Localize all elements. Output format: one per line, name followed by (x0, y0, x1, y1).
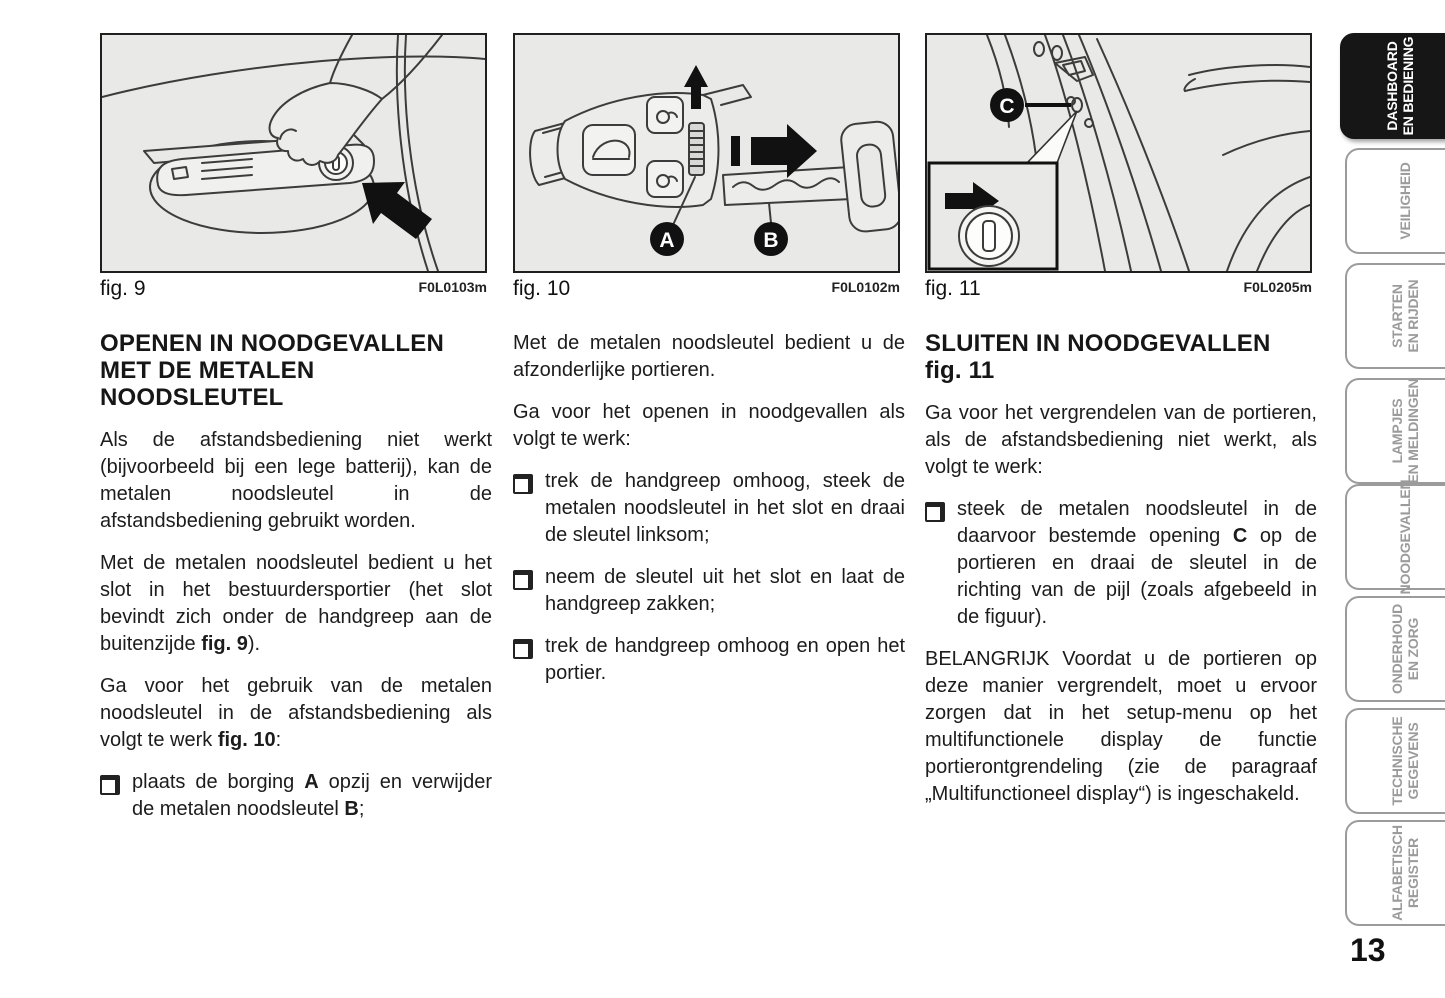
figure-code: F0L0103m (418, 279, 487, 295)
svg-text:A: A (659, 229, 675, 252)
sidebar-tab-lampjes-en-meldingen[interactable]: LAMPJES EN MELDINGEN (1345, 378, 1445, 484)
sidebar-tab-starten-en-rijden[interactable]: STARTEN EN RIJDEN (1345, 263, 1445, 369)
figure-11-caption (925, 277, 1312, 301)
figure-11-box (925, 33, 1312, 273)
paragraph: Ga voor het openen in noodgevallen als volgt te werk: (513, 401, 905, 450)
figure-caption: fig. 9 (100, 277, 146, 300)
door-handle-illustration (102, 35, 485, 271)
sidebar-tab-noodgevallen[interactable]: NOODGEVALLEN (1345, 484, 1445, 590)
paragraph: Als de afstandsbediening niet werkt (bijvoorbeeld bij een lege batterij), kan de metalen noodsleutel in de afstandsbediening gebruikt worden. (100, 429, 492, 532)
paragraph: Ga voor het vergrendelen van de portieren, als de afstandsbediening niet werkt, als volgt te werk: (925, 402, 1317, 478)
door-lock-illustration (927, 35, 1310, 271)
sidebar-tab-technische-gegevens[interactable]: TECHNISCHE GEGEVENS (1345, 708, 1445, 814)
paragraph: Ga voor het gebruik van de metalen noodsleutel in de afstandsbediening als volgt te werk fig. 10: (100, 675, 492, 751)
checkbox-bullet-icon (513, 639, 533, 659)
figure-10-box (513, 33, 900, 273)
list-item: trek de handgreep omhoog en open het portier. (513, 633, 905, 687)
list-item: neem de sleutel uit het slot en laat de handgreep zakken; (513, 564, 905, 618)
sidebar-tab-onderhoud-en-zorg[interactable]: ONDERHOUD EN ZORG (1345, 596, 1445, 702)
checkbox-bullet-icon (925, 502, 945, 522)
section-heading-openen: OPENEN IN NOODGEVALLEN MET DE METALEN NOODSLEUTEL (100, 330, 444, 411)
svg-text:C: C (999, 95, 1015, 118)
figure-code: F0L0102m (831, 279, 900, 295)
figure-code: F0L0205m (1243, 279, 1312, 295)
checkbox-bullet-icon (513, 474, 533, 494)
column-1 (100, 330, 492, 838)
svg-text:B: B (763, 229, 779, 252)
sidebar-tab-veiligheid[interactable]: VEILIGHEID (1345, 148, 1445, 254)
checkbox-bullet-icon (100, 775, 120, 795)
column-2 (513, 330, 905, 702)
key-fob-illustration (515, 35, 898, 271)
section-heading-sluiten: SLUITEN IN NOODGEVALLEN fig. 11 (925, 330, 1271, 384)
paragraph: Met de metalen noodsleutel bedient u de afzonderlijke portieren. (513, 332, 905, 381)
list-item: trek de handgreep omhoog, steek de metalen noodsleutel in het slot en draai de sleutel linksom; (513, 468, 905, 549)
figure-caption: fig. 10 (513, 277, 571, 300)
label-b-badge (754, 222, 788, 256)
paragraph: Met de metalen noodsleutel bedient u het slot in het bestuurdersportier (het slot bevindt zich onder de handgreep aan de buitenzijde fig. 9). (100, 552, 492, 655)
paragraph-belangrijk: BELANGRIJK Voordat u de portieren op deze manier vergrendelt, moet u ervoor zorgen dat in het setup-menu op het multifunctionele display de functie portierontgrendeling (zie de paragraaf „Multifunctioneel display“) is ingeschakeld. (925, 648, 1317, 805)
checkbox-bullet-icon (513, 570, 533, 590)
arrow-bar (731, 136, 740, 166)
page-number: 13 (1350, 932, 1386, 968)
label-a-badge (650, 222, 684, 256)
figure-caption: fig. 11 (925, 277, 981, 300)
figure-9-box (100, 33, 487, 273)
sidebar-tab-alfabetisch-register[interactable]: ALFABETISCH REGISTER (1345, 820, 1445, 926)
sidebar-tab-dashboard-en-bediening[interactable]: DASHBOARD EN BEDIENING (1340, 33, 1445, 139)
figure-9-caption (100, 277, 487, 301)
column-3 (925, 330, 1317, 823)
list-item: steek de metalen noodsleutel in de daarvoor bestemde opening C op de portieren en draai de sleutel in de richting van de pijl (zoals afgebeeld in de figuur). (925, 496, 1317, 631)
list-item: plaats de borging A opzij en verwijder de metalen noodsleutel B; (100, 769, 492, 823)
callout-wedge (1027, 111, 1077, 163)
inset-lock-box (929, 163, 1057, 269)
label-c-badge (990, 88, 1024, 122)
figure-10-caption (513, 277, 900, 301)
